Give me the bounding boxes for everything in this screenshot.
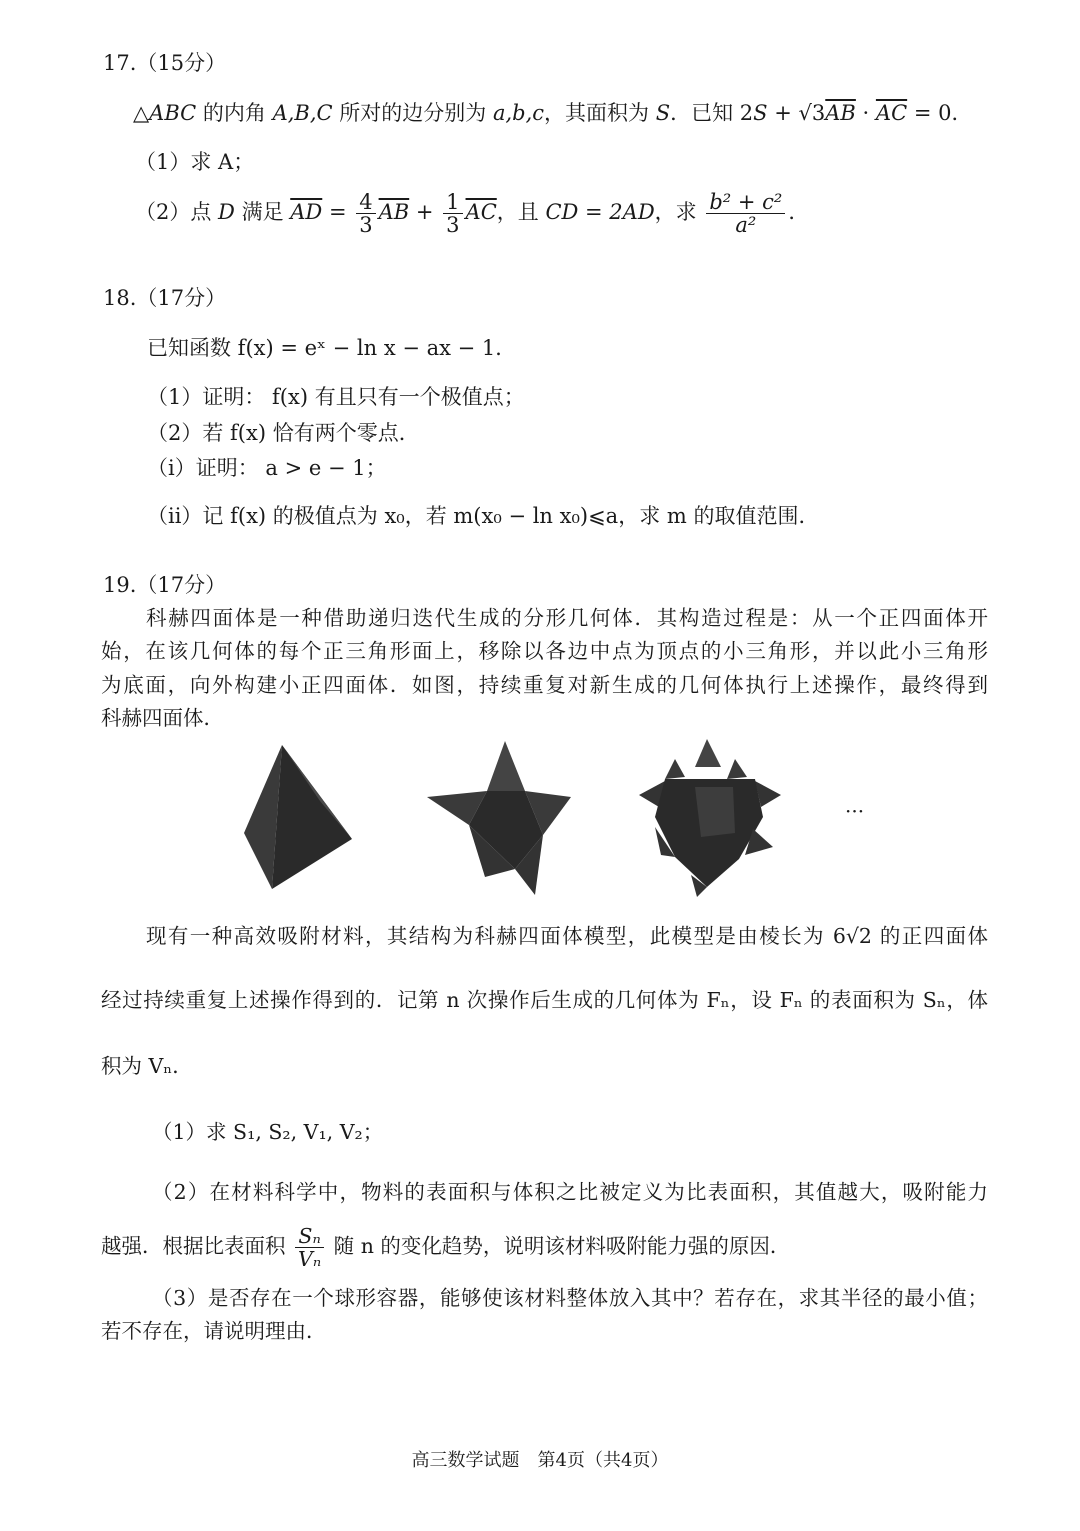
tetrahedron-stage-0	[240, 741, 360, 891]
fraction-4-3: $\frac{4}{3}$	[356, 191, 375, 236]
q19-body-line-3: 积为 Vₙ．	[101, 1054, 193, 1078]
tetrahedron-stage-1	[425, 739, 575, 899]
q18-part2: （2）若 f(x) 恰有两个零点．	[147, 421, 420, 445]
q19-heading: 19.（17分）	[103, 573, 227, 597]
q17-part2: （2）点 D 满足 $\overline{AD}$ = $\frac{4}{3}$ $\overline{AB}$ + $\frac{1}{3}$ $\overline{AC}$，且 CD = 2AD，求 $\frac{\text{b² + c²}}{\text{a²}}$ ．	[135, 190, 810, 237]
q18-part2-ii: （ii）记 f(x) 的极值点为 x₀，若 m(x₀ − ln x₀)⩽a，求 m 的取值范围．	[147, 504, 820, 528]
fraction-b2c2-a2: $\frac{\text{b² + c²}}{\text{a²}}$	[706, 191, 785, 236]
q19-intro-line-4: 科赫四面体．	[101, 706, 224, 730]
q19-part2-line-1: （2）在材料科学中，物料的表面积与体积之比被定义为比表面积，其值越大，吸附能力	[152, 1180, 988, 1204]
q18-stem: 已知函数 f(x) = eˣ − ln x − ax − 1．	[147, 336, 517, 360]
fraction-1-3: $\frac{1}{3}$	[443, 191, 462, 236]
q19-intro-line-3: 为底面，向外构建小正四面体．如图，持续重复对新生成的几何体执行上述操作，最终得到	[101, 673, 988, 697]
koch-tetrahedron-figure	[230, 735, 890, 905]
q19-intro-line-1: 科赫四面体是一种借助递归迭代生成的分形几何体．其构造过程是：从一个正四面体开	[146, 606, 988, 630]
q19-part1: （1）求 S₁, S₂, V₁, V₂；	[152, 1120, 384, 1144]
q19-part2-line-2: 越强．根据比表面积 $\frac{\text{Sₙ}}{\text{Vₙ}}$ 随 n 的变化趋势，说明该材料吸附能力强的原因．	[101, 1224, 791, 1271]
q18-part2-i: （i）证明： a > e − 1；	[147, 456, 387, 480]
q18-part1: （1）证明： f(x) 有且只有一个极值点；	[147, 385, 525, 409]
q19-part3-line-2: 若不存在，请说明理由．	[101, 1319, 327, 1343]
q17-part1: （1）求 A；	[135, 150, 255, 174]
page-footer: 高三数学试题 第4页（共4页）	[411, 1450, 669, 1471]
q19-body-line-1: 现有一种高效吸附材料，其结构为科赫四面体模型，此模型是由棱长为 6√2 的正四面体	[146, 924, 988, 948]
q18-heading: 18.（17分）	[103, 286, 227, 310]
figure-ellipsis: ···	[845, 799, 865, 823]
tetrahedron-stage-2	[635, 737, 785, 897]
q19-body-line-2: 经过持续重复上述操作得到的．记第 n 次操作后生成的几何体为 Fₙ，设 Fₙ 的表面积为 Sₙ，体	[101, 988, 988, 1012]
q17-stem: △ABC 的内角 A,B,C 所对的边分别为 a,b,c，其面积为 S．已知 $2S + √3\overline{AB} \cdot \overline{AC} = 0$．	[133, 101, 973, 125]
q19-intro-line-2: 始，在该几何体的每个正三角形面上，移除以各边中点为顶点的小三角形，并以此小三角形	[101, 639, 988, 663]
q17-heading: 17.（15分）	[103, 51, 227, 75]
q19-part3-line-1: （3）是否存在一个球形容器，能够使该材料整体放入其中？若存在，求其半径的最小值；	[152, 1286, 988, 1310]
fraction-sn-vn: $\frac{\text{Sₙ}}{\text{Vₙ}}$	[295, 1225, 324, 1270]
